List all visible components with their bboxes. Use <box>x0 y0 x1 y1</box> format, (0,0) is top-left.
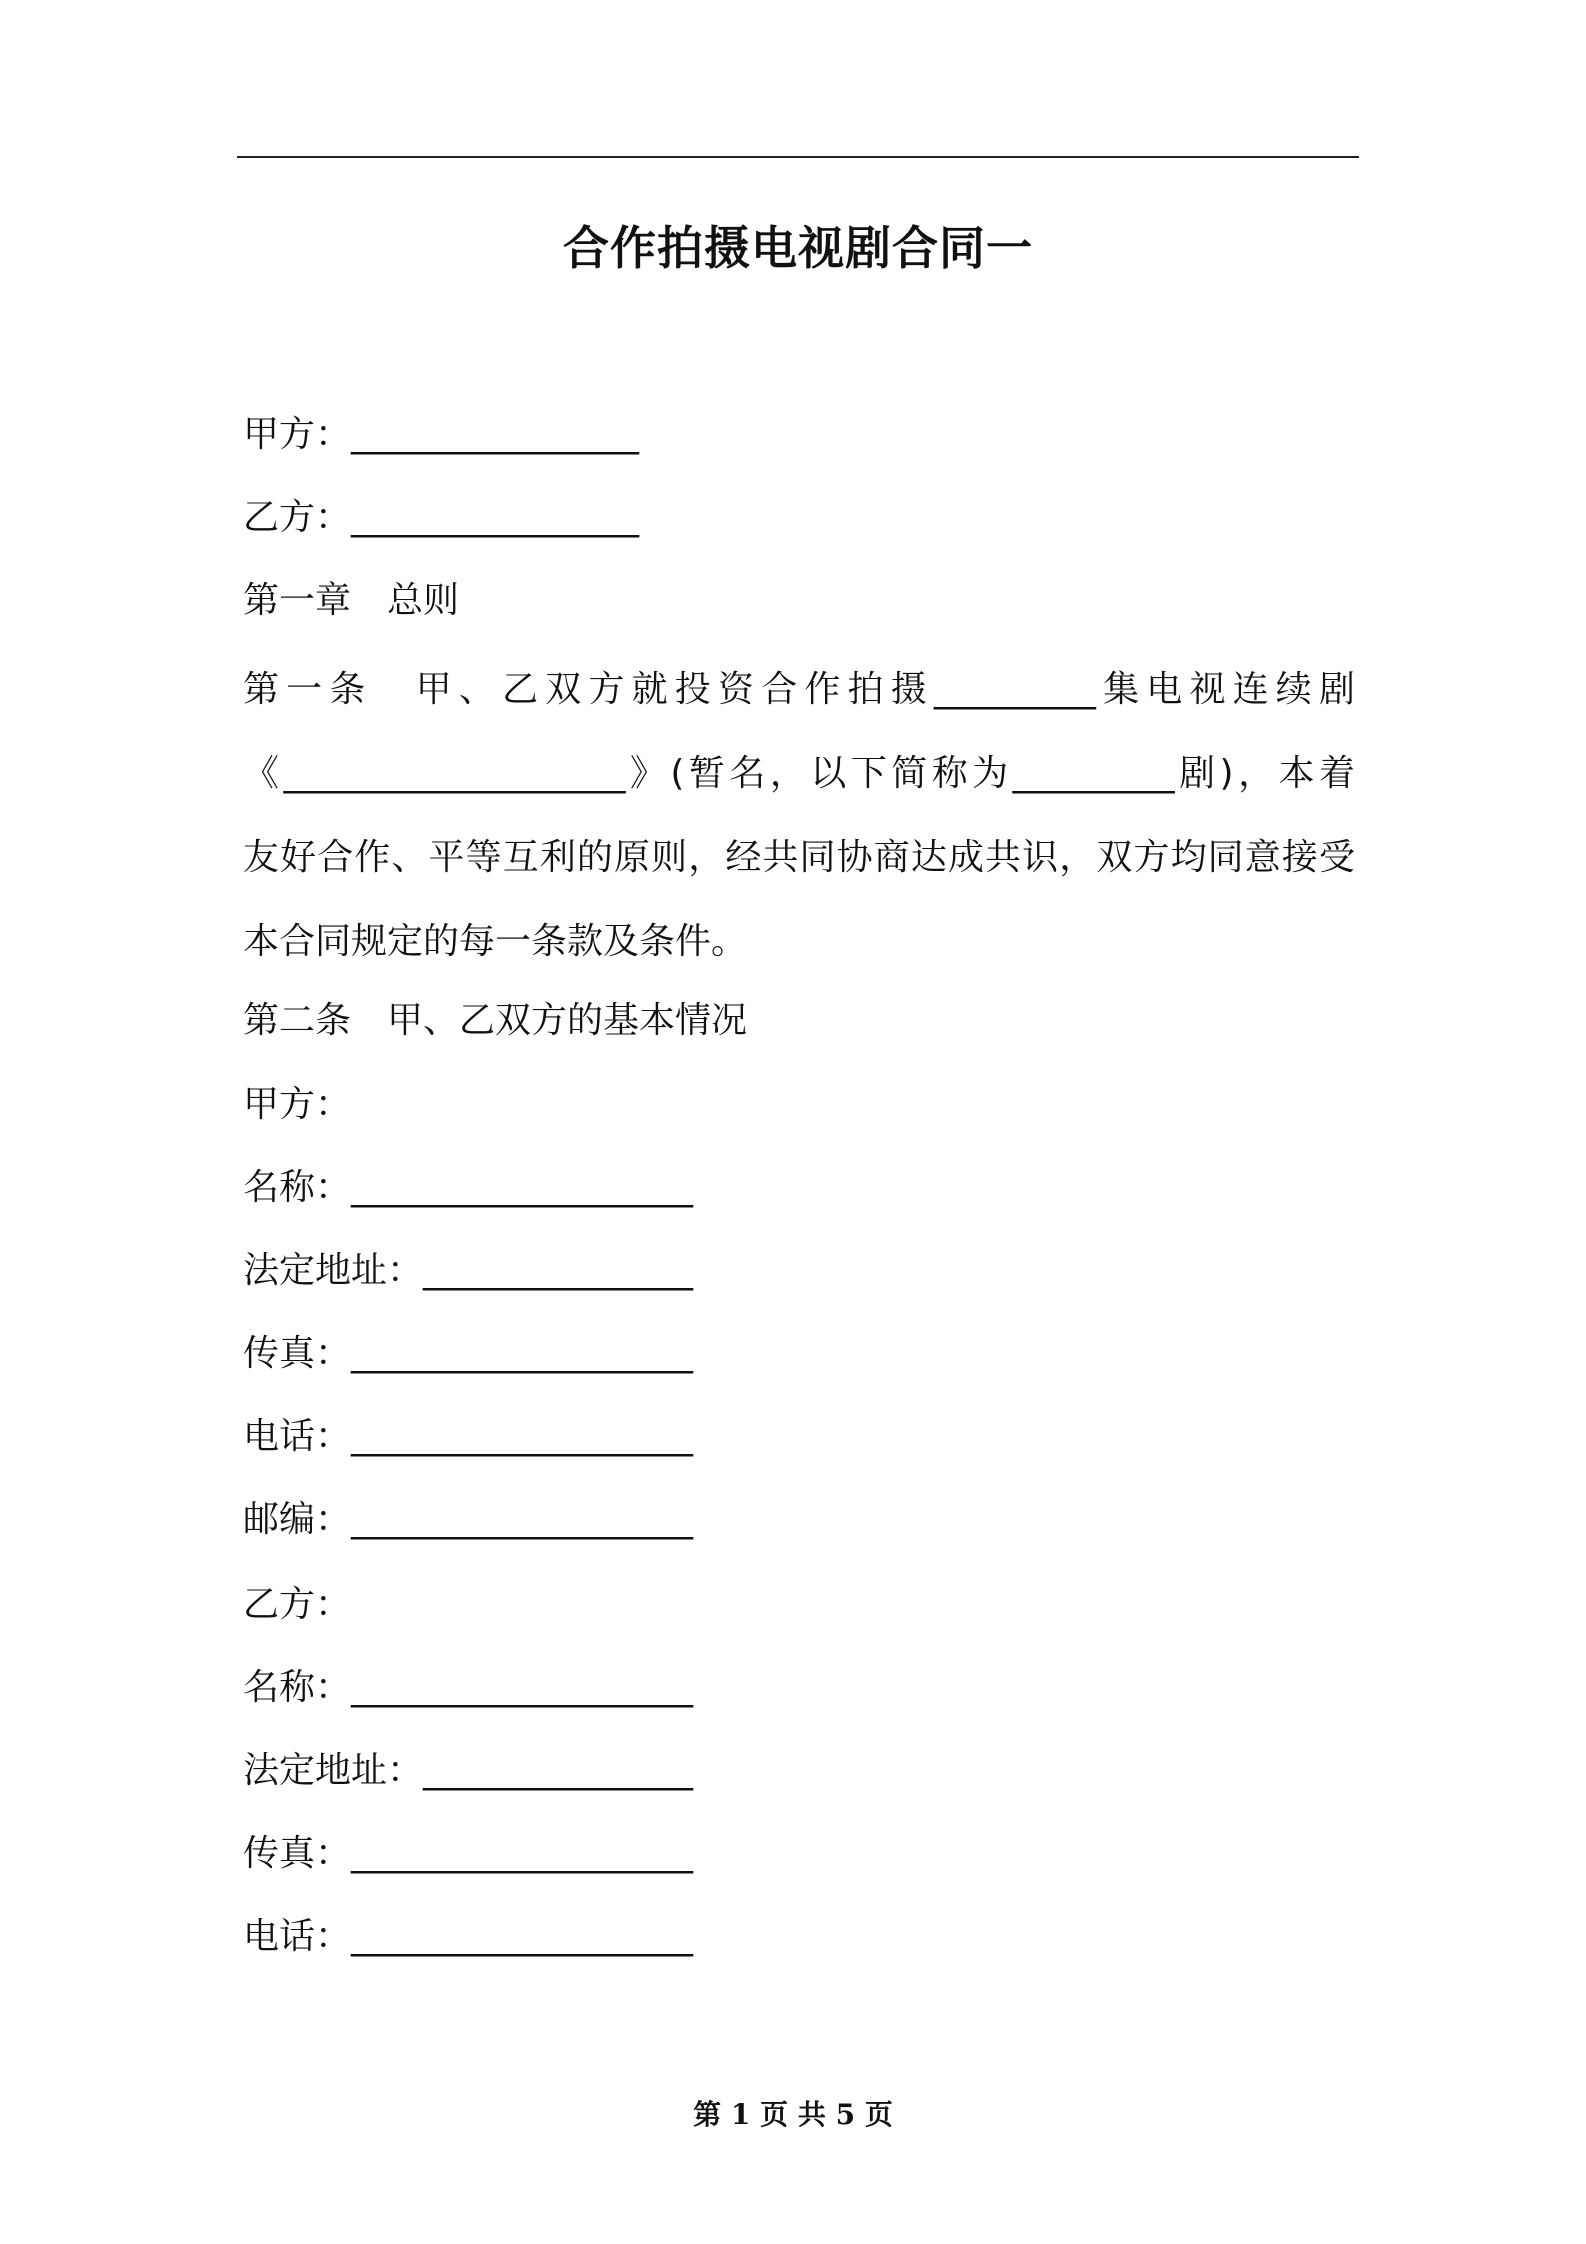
article-1-line: 本合同规定的每一条款及条件。 <box>243 921 748 962</box>
party-b-name-field: 名称：___________________ <box>243 1667 694 1708</box>
article-2-heading: 第二条 甲、乙双方的基本情况 <box>243 1000 748 1041</box>
document-title: 合作拍摄电视剧合同一 <box>563 221 1033 275</box>
party-b-address-field: 法定地址：_______________ <box>243 1750 694 1791</box>
page-number-footer: 第 1 页 共 5 页 <box>693 2098 893 2131</box>
party-a-info-label: 甲方： <box>243 1084 352 1125</box>
party-b-info-label: 乙方： <box>243 1584 352 1625</box>
article-1-line: 《___________________》(暂名，以下简称为_________剧)，本着 <box>243 753 1355 794</box>
party-a-postcode-field: 邮编：___________________ <box>243 1499 694 1540</box>
party-a-line: 甲方：________________ <box>243 414 640 455</box>
party-a-fax-field: 传真：___________________ <box>243 1333 694 1374</box>
chapter-heading: 第一章 总则 <box>243 580 460 621</box>
party-b-phone-field: 电话：___________________ <box>243 1916 694 1957</box>
article-1-line: 友好合作、平等互利的原则，经共同协商达成共识，双方均同意接受 <box>243 837 1355 878</box>
article-1-paragraph <box>243 648 1355 984</box>
party-a-phone-field: 电话：___________________ <box>243 1416 694 1457</box>
party-a-name-field: 名称：___________________ <box>243 1167 694 1208</box>
party-a-address-field: 法定地址：_______________ <box>243 1250 694 1291</box>
article-1-line: 第一条 甲、乙双方就投资合作拍摄_________集电视连续剧 <box>243 669 1355 710</box>
party-b-fax-field: 传真：___________________ <box>243 1833 694 1874</box>
party-b-line: 乙方：________________ <box>243 497 640 538</box>
header-divider <box>237 156 1359 158</box>
